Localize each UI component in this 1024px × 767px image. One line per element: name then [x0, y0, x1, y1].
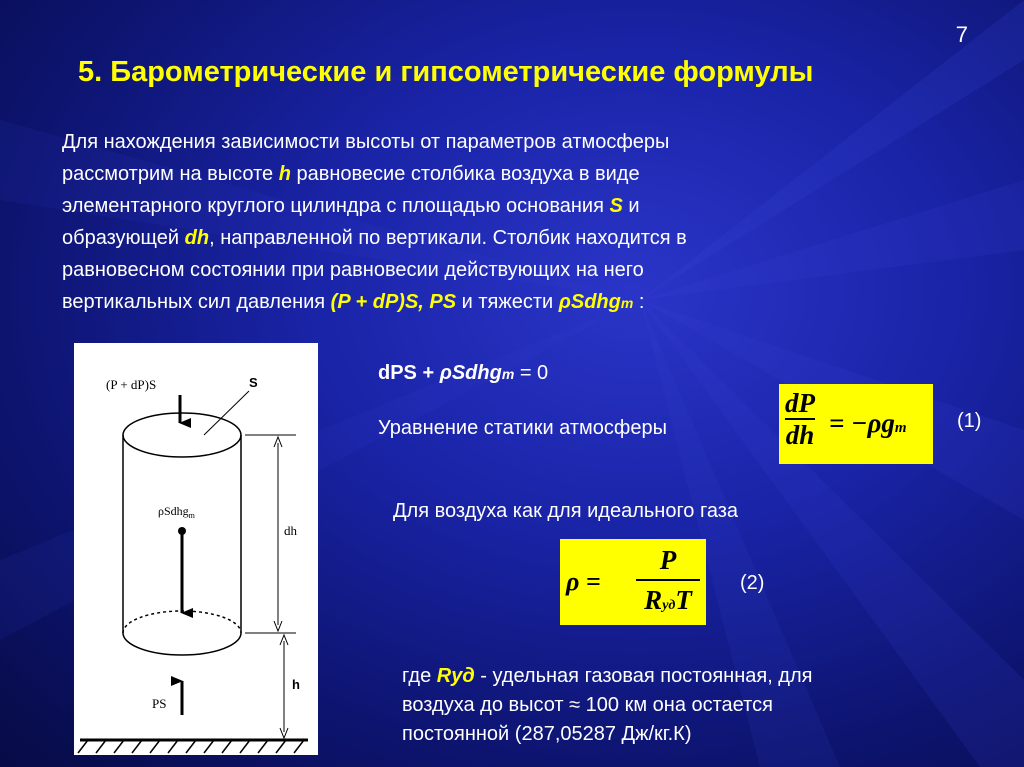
slide-title: 5. Барометрические и гипсометрические формулы [78, 56, 814, 88]
top-force-label: (P + dP)S [106, 377, 157, 392]
bottom-force-label: PS [152, 696, 167, 711]
equilibrium-equation: dPS + ρSdhgm = 0 [378, 362, 549, 384]
note-line-3: постоянной (287,05287 Дж/кг.К) [402, 723, 692, 745]
statics-rhs: = −ρg [829, 408, 895, 438]
cylinder-diagram [74, 343, 318, 755]
note-line-2: воздуха до высот ≈ 100 км она остается [402, 694, 773, 716]
note-line-1: где Rуд - удельная газовая постоянная, для [402, 665, 813, 687]
intro-line-4: образующей dh, направленной по вертикали. Столбик находится в [62, 227, 687, 249]
svg-text:ρSdhgm: ρSdhg$_m$ [158, 504, 195, 520]
slide-number: 7 [955, 22, 968, 47]
statics-numerator: dP [785, 388, 815, 418]
area-label: S [249, 375, 258, 390]
height-label: h [292, 677, 300, 692]
statics-denominator: dh [785, 420, 815, 450]
statics-label: Уравнение статики атмосферы [378, 417, 667, 439]
ideal-gas-label: Для воздуха как для идеального газа [393, 500, 739, 522]
intro-paragraph [62, 126, 922, 319]
gas-constant-note [402, 662, 982, 749]
intro-line-6: вертикальных сил давления (P + dP)S, PS и тяжести ρSdhgm : [62, 291, 645, 313]
gas-lhs: ρ = [566, 567, 601, 596]
statics-formula-box: $\frac{dP}{dh}$ = −ρgm [779, 384, 933, 464]
ideal-gas-formula-box [560, 539, 706, 625]
gas-denominator: RудT [644, 585, 692, 615]
equation-number-1: (1) [957, 410, 982, 432]
intro-line-5: равновесном состоянии при равновесии действующих на него [62, 259, 644, 281]
intro-line-2: рассмотрим на высоте h равновесие столбика воздуха в виде [62, 163, 640, 185]
dh-label: dh [284, 523, 297, 538]
gas-numerator: P [636, 541, 700, 581]
intro-line-3: элементарного круглого цилиндра с площадью основания S и [62, 195, 640, 217]
intro-line-1: Для нахождения зависимости высоты от параметров атмосферы [62, 131, 670, 153]
equation-number-2: (2) [740, 572, 765, 594]
gravity-label: ρSdhg [158, 504, 189, 518]
